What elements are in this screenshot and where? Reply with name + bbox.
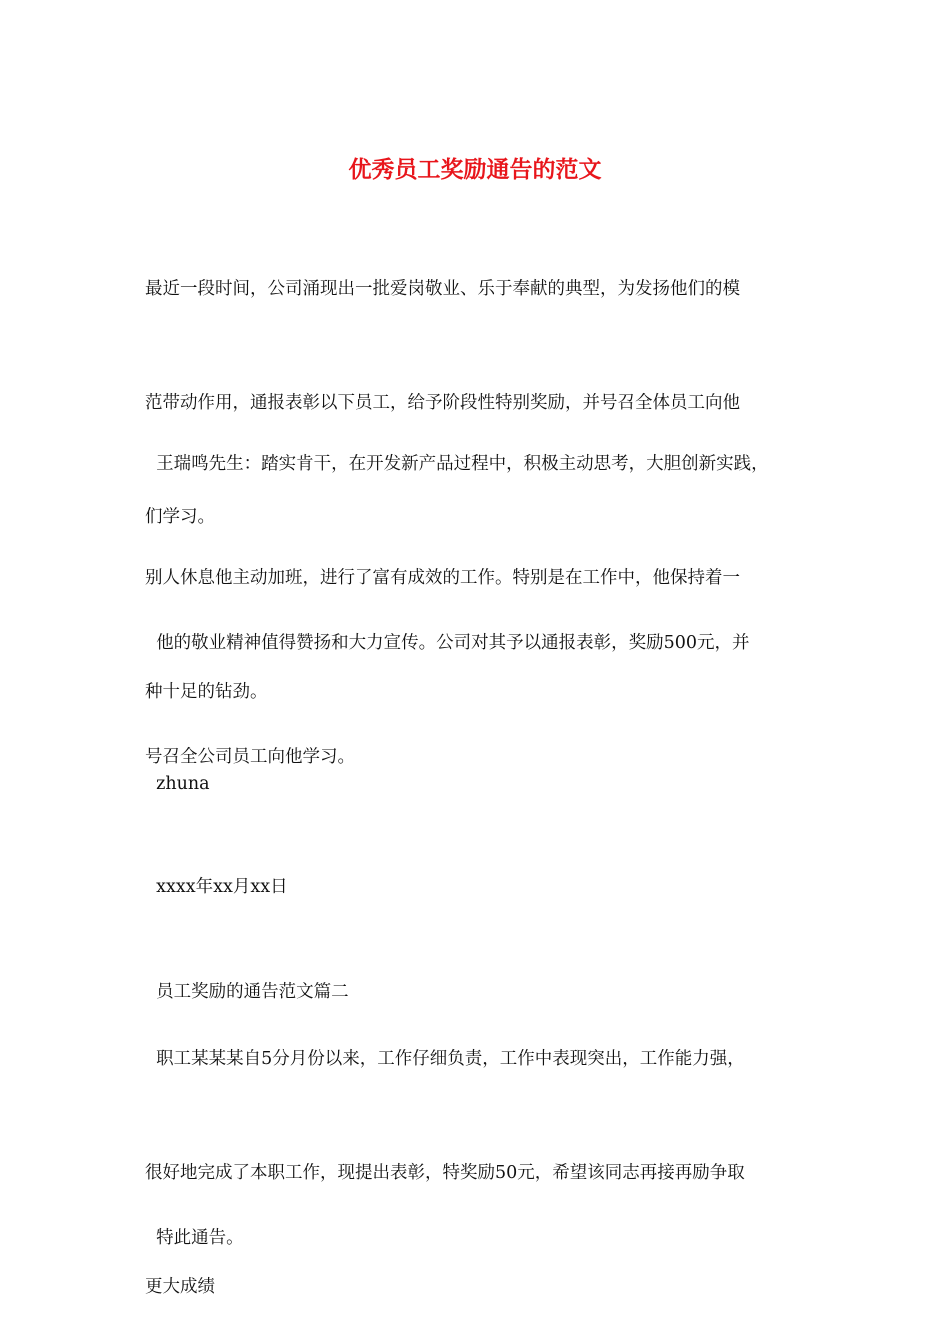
text-line: 们学习。	[145, 507, 215, 527]
text-line: 很好地完成了本职工作，现提出表彰，特奖励50元，希望该同志再接再励争取	[145, 1163, 745, 1183]
text-line: 更大成绩	[145, 1277, 215, 1297]
text-line: 王瑞鸣先生：踏实肯干，在开发新产品过程中，积极主动思考，大胆创新实践，	[145, 454, 769, 474]
date-text: xxxx年xx月xx日	[145, 877, 288, 897]
text-line: 种十足的钻劲。	[145, 682, 268, 702]
text-line: 别人休息他主动加班，进行了富有成效的工作。特别是在工作中，他保持着一	[145, 568, 740, 588]
closing-text: 特此通告。	[145, 1228, 244, 1248]
signer-name: zhuna	[145, 774, 210, 794]
heading-text: 员工奖励的通告范文篇二	[145, 982, 349, 1002]
text-line: 范带动作用，通报表彰以下员工，给予阶段性特别奖励，并号召全体员工向他	[145, 393, 740, 413]
text-line: 职工某某某自5分月份以来，工作仔细负责，工作中表现突出，工作能力强，	[145, 1049, 745, 1069]
text-line: 最近一段时间，公司涌现出一批爱岗敬业、乐于奉献的典型，为发扬他们的模	[145, 279, 740, 299]
closing-line	[145, 1143, 835, 1295]
document-title: 优秀员工奖励通告的范文	[348, 156, 602, 183]
text-line: 他的敬业精神值得赞扬和大力宣传。公司对其予以通报表彰，奖励500元，并	[145, 633, 750, 653]
text-line: 号召全公司员工向他学习。	[145, 747, 355, 767]
